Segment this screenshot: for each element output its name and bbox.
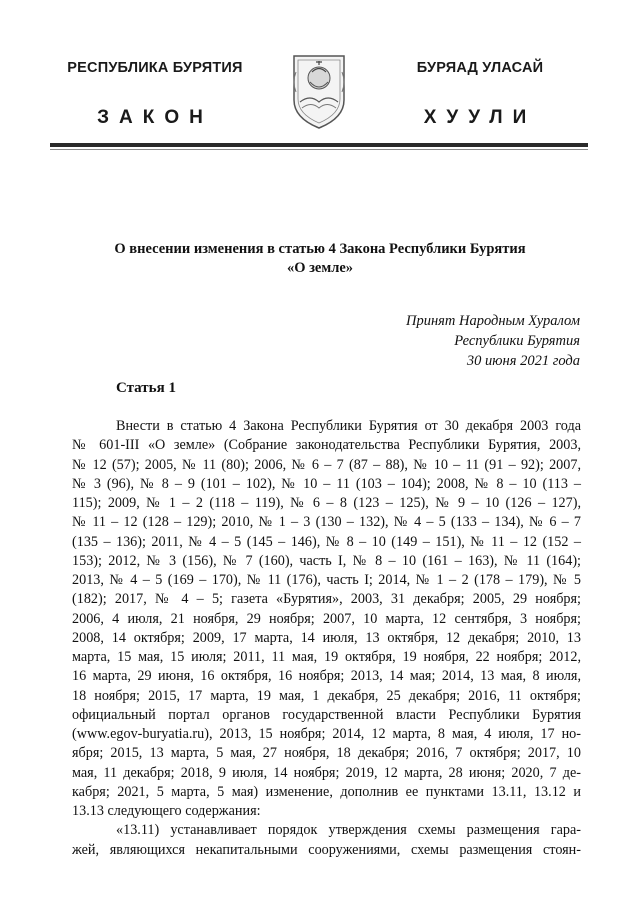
article-heading: Статья 1 — [116, 380, 176, 396]
body-line: мая, 11 декабря; 2018, 9 июля, 14 ноября; 2019, 12 марта, 28 июня; 2020, 7 де- — [72, 764, 581, 781]
body-line: 2006, 4 июля, 21 ноября, 29 ноября; 2007, 10 марта, 12 сентября, 3 ноября; — [72, 610, 581, 627]
body-line: ября; 2015, 13 марта, 5 мая, 27 ноября, 18 декабря; 2016, 7 октября; 2017, 10 — [72, 745, 581, 762]
body-line: № 12 (57); 2005, № 11 (80); 2006, № 6 – 7 (87 – 88), № 10 – 11 (91 – 92); 2007, — [72, 456, 581, 473]
header-right — [380, 60, 580, 129]
adoption-note-line-1: Принят Народным Хуралом — [405, 313, 580, 329]
header-divider-thick — [50, 143, 588, 147]
body-line: 13.13 следующего содержания: — [72, 803, 261, 819]
adoption-date: 30 июня 2021 года — [466, 353, 580, 369]
header-divider-thin — [50, 149, 588, 150]
body-line: официальный портал органов государственной власти Республики Бурятия — [72, 706, 581, 723]
document-type-russian: ЗАКОН — [97, 107, 213, 128]
header-left — [40, 60, 270, 129]
body-line: 115); 2009, № 1 – 2 (118 – 119), № 6 – 8 (123 – 125), № 9 – 10 (126 – 127), — [72, 495, 581, 511]
body-line: (www.egov-buryatia.ru), 2013, 15 ноября; 2014, 12 марта, 8 мая, 4 июля, 17 но- — [72, 726, 581, 742]
body-line: марта, 15 мая, 15 июля; 2011, 11 мая, 19 октября, 19 ноября, 22 ноября; 2012, — [72, 649, 581, 665]
body-line: 16 марта, 29 июня, 16 октября, 16 ноября; 2013, 14 мая; 2014, 13 мая, 8 июля, — [72, 668, 581, 685]
body-line: 153); 2012, № 3 (156), № 7 (160), часть I, № 8 – 10 (161 – 163), № 11 (164); — [72, 552, 581, 569]
body-line: 2013, № 4 – 5 (169 – 170), № 11 (176), часть I; 2014, № 1 – 2 (178 – 179), № 5 — [72, 572, 581, 588]
republic-name-buryat: БУРЯАД УЛАСАЙ — [416, 60, 544, 76]
body-line: № 11 – 12 (128 – 129); 2010, № 1 – 3 (130 – 132), № 4 – 5 (133 – 134), № 6 – 7 — [72, 514, 581, 531]
body-line: № 3 (96), № 8 – 9 (101 – 102), № 10 – 11 (103 – 104); 2008, № 8 – 10 (113 – — [72, 475, 581, 492]
coat-of-arms-icon — [288, 52, 350, 132]
adoption-note-line-2: Республики Бурятия — [454, 333, 580, 349]
law-title — [60, 240, 580, 278]
adoption-note — [330, 311, 580, 371]
body-line: (182); 2017, № 4 – 5; газета «Бурятия», 2003, 31 декабря; 2005, 29 ноября; — [72, 591, 581, 608]
article-body — [72, 417, 581, 860]
body-line: (135 – 136); 2011, № 4 – 5 (145 – 146), № 8 – 10 (149 – 151), № 11 – 12 (152 – — [72, 533, 581, 550]
body-line: 2008, 14 октября; 2009, 17 марта, 14 июля, 13 октября, 12 декабря; 2010, 13 — [72, 629, 581, 646]
law-title-line-1: О внесении изменения в статью 4 Закона Республики Бурятия — [114, 241, 526, 257]
body-line: № 601-III «О земле» (Собрание законодательства Республики Бурятия, 2003, — [72, 437, 581, 454]
body-line: «13.11) устанавливает порядок утверждения схемы размещения гара- — [116, 822, 581, 839]
republic-name-russian: РЕСПУБЛИКА БУРЯТИЯ — [67, 60, 243, 76]
document-type-buryat: ХУУЛИ — [423, 107, 537, 128]
body-line: жей, являющихся некапитальными сооружениями, схемы размещения стоян- — [72, 841, 581, 858]
body-line: 18 ноября; 2015, 17 марта, 19 мая, 1 декабря, 25 декабря; 2016, 11 октября; — [72, 687, 581, 704]
body-line: Внести в статью 4 Закона Республики Бурятия от 30 декабря 2003 года — [116, 418, 581, 434]
body-line: кабря; 2021, 5 марта, 5 мая) изменение, дополнив ее пунктами 13.11, 13.12 и — [72, 783, 581, 800]
law-title-line-2: «О земле» — [286, 260, 354, 276]
